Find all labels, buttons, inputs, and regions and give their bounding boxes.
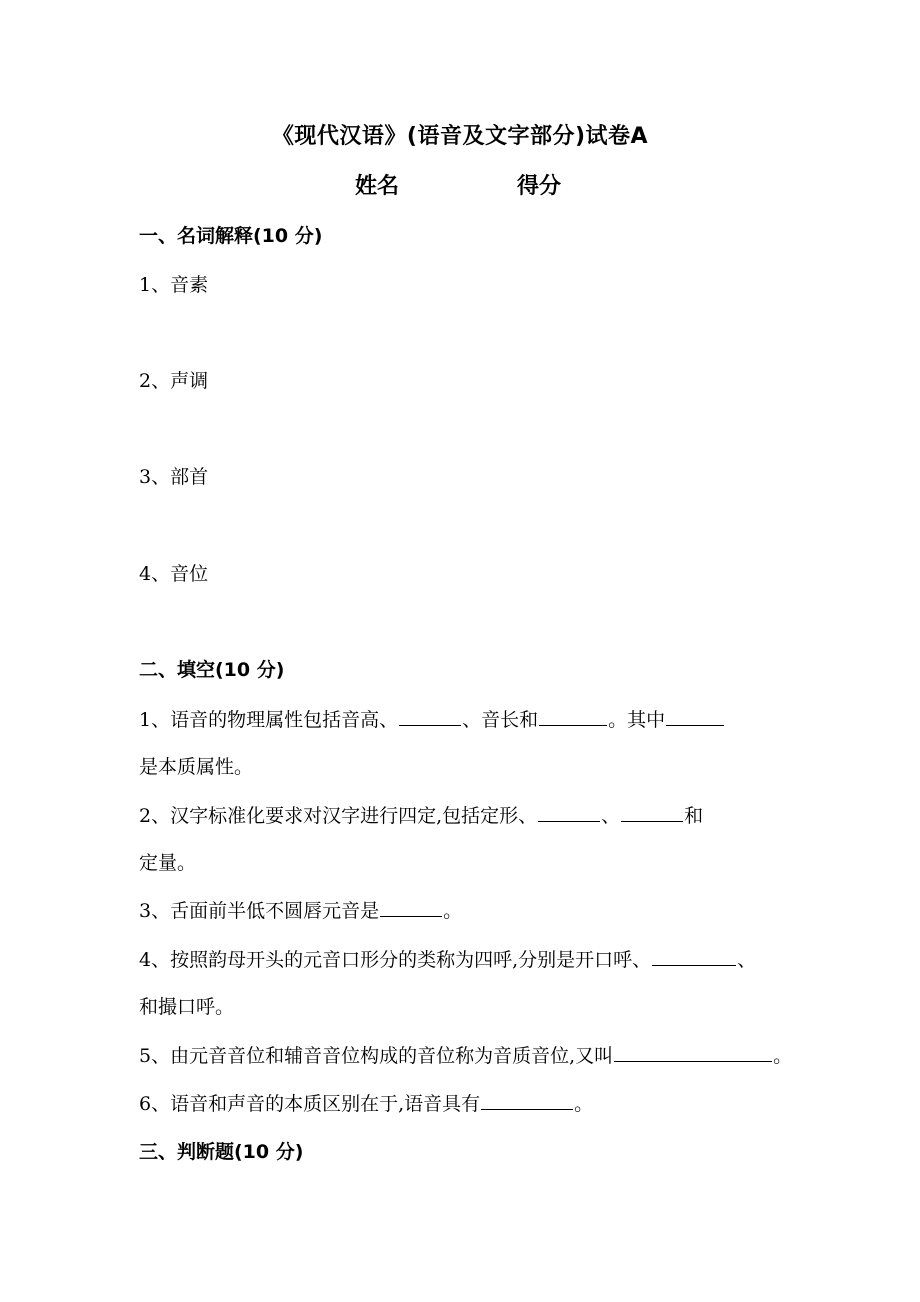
definition-item: 3、部首 [139, 466, 209, 488]
fill-question-4-cont: 和撮口呼。 [139, 996, 235, 1018]
answer-blank[interactable] [399, 707, 461, 726]
question-text: 。 [574, 1093, 594, 1115]
answer-blank[interactable] [380, 898, 442, 917]
question-text: 、音长和 [462, 709, 539, 731]
section-heading-definitions: 一、名词解释(10 分) [139, 225, 323, 247]
answer-blank[interactable] [666, 707, 724, 726]
section-heading-fill-blank: 二、填空(10 分) [139, 659, 285, 681]
definition-item: 2、声调 [139, 370, 209, 392]
fill-question-5 [139, 1041, 792, 1068]
question-text: 5、由元音音位和辅音音位构成的音位称为音质音位,又叫 [139, 1045, 614, 1067]
fill-question-3 [139, 896, 462, 923]
answer-blank[interactable] [538, 803, 600, 822]
question-text: 。 [773, 1045, 793, 1067]
fill-question-2-cont: 定量。 [139, 852, 197, 874]
question-text: 4、按照韵母开头的元音口形分的类称为四呼,分别是开口呼、 [139, 949, 652, 971]
answer-blank[interactable] [621, 803, 683, 822]
question-text: 2、汉字标准化要求对汉字进行四定,包括定形、 [139, 805, 538, 827]
name-label: 姓名 [355, 174, 400, 199]
question-text: 、 [601, 805, 621, 827]
score-label: 得分 [517, 174, 562, 199]
fill-question-4 [139, 945, 756, 972]
section-heading-true-false: 三、判断题(10 分) [139, 1141, 304, 1163]
question-text: 1、语音的物理属性包括音高、 [139, 709, 399, 731]
question-text: 6、语音和声音的本质区别在于,语音具有 [139, 1093, 481, 1115]
question-text: 3、舌面前半低不圆唇元音是 [139, 900, 380, 922]
fill-question-1 [139, 705, 725, 732]
fill-question-1-cont: 是本质属性。 [139, 756, 254, 778]
question-text: 和 [684, 805, 704, 827]
definition-item: 1、音素 [139, 274, 209, 296]
definition-item: 4、音位 [139, 563, 209, 585]
question-text: 、 [737, 949, 757, 971]
fill-question-6 [139, 1089, 593, 1116]
fill-question-2 [139, 801, 703, 828]
question-text: 。其中 [608, 709, 666, 731]
question-text: 。 [443, 900, 463, 922]
answer-blank[interactable] [539, 707, 607, 726]
answer-blank[interactable] [614, 1043, 772, 1062]
answer-blank[interactable] [652, 947, 736, 966]
exam-title: 《现代汉语》(语音及文字部分)试卷A [271, 124, 649, 149]
answer-blank[interactable] [481, 1091, 573, 1110]
